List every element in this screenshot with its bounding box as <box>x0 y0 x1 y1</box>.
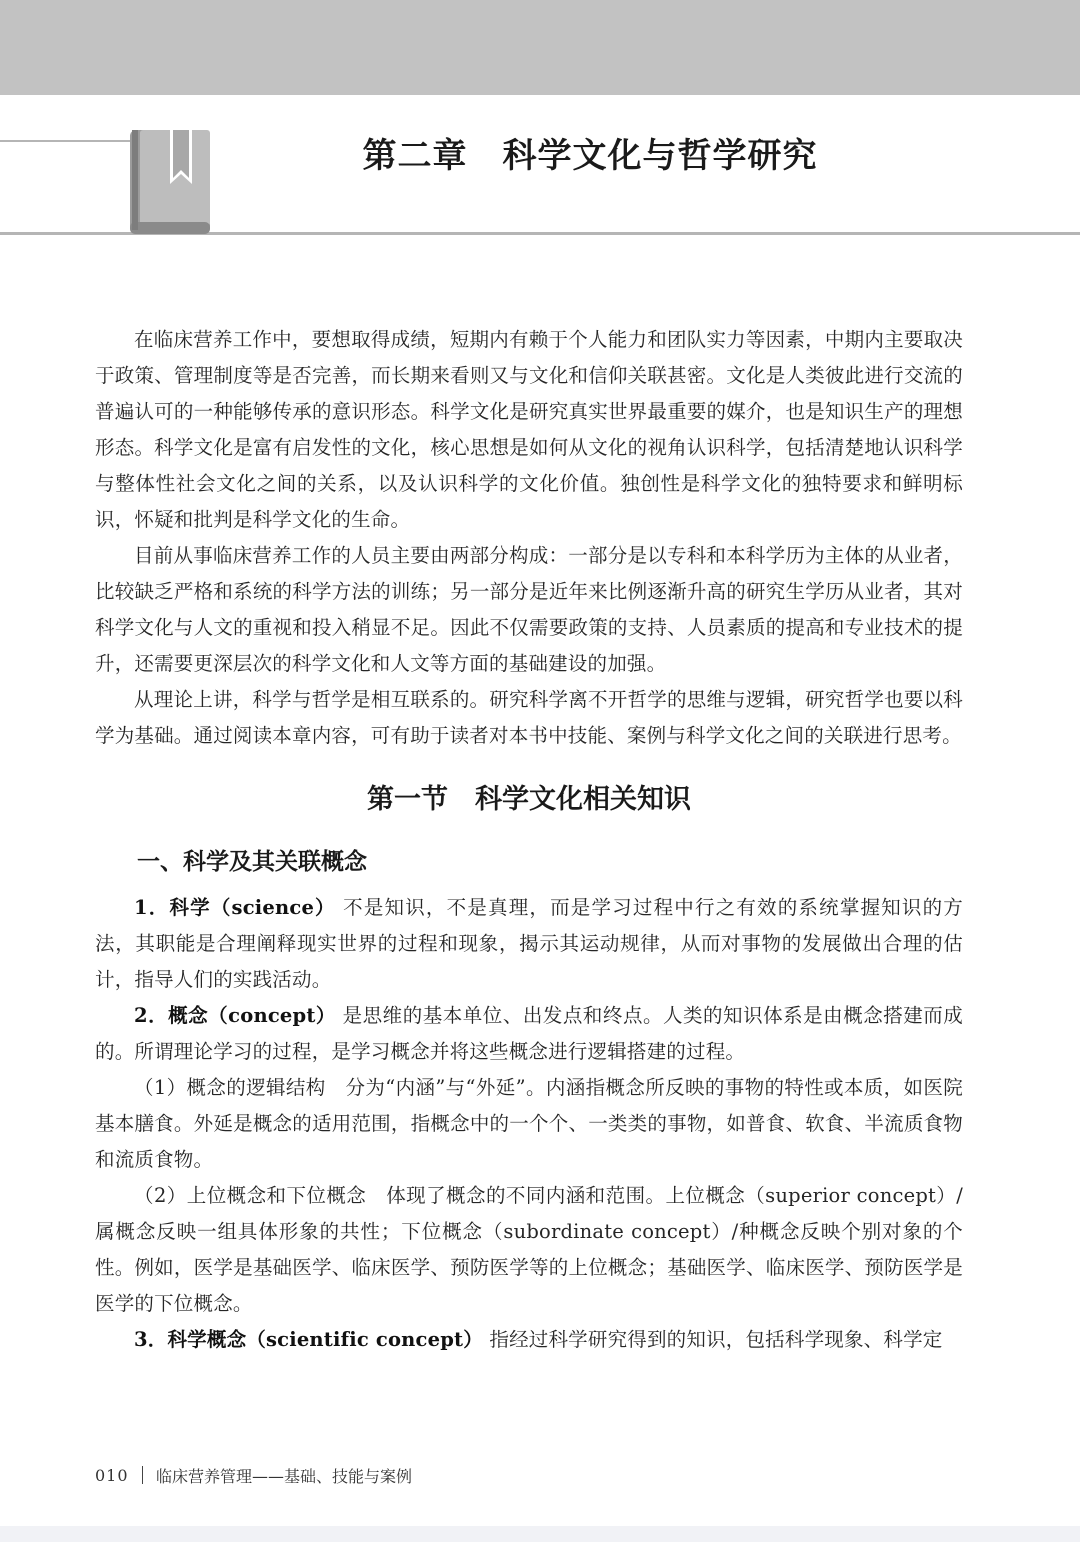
top-gray-band <box>0 0 1080 95</box>
section-title: 第一节 科学文化相关知识 <box>367 784 691 815</box>
scientific-concept-text: 指经过科学研究得到的知识，包括科学现象、科学定 <box>489 1328 943 1351</box>
footer-divider <box>142 1466 144 1484</box>
term-logic-structure: （1）概念的逻辑结构 <box>134 1076 326 1099</box>
logic-structure-text: 分为“内涵”与“外延”。内涵指概念所反映的事物的特性或本质，如医院基本膳食。外延是概念的适用范围，指概念中的一个个、一类类的事物，如普食、软食、半流质食物和流质食物。 <box>95 1076 963 1171</box>
concept-superior-subordinate <box>95 1178 963 1322</box>
definition-concept-text: 是思维的基本单位、出发点和终点。人类的知识体系是由概念搭建而成的。所谓理论学习的过程，是学习概念并将这些概念进行逻辑搭建的过程。 <box>95 1004 963 1063</box>
header-rule-upper <box>0 140 132 142</box>
term-superior-subordinate: （2）上位概念和下位概念 <box>134 1184 367 1207</box>
term-scientific-concept: 3．科学概念（scientific concept） <box>134 1328 483 1351</box>
intro-paragraph-1: 在临床营养工作中，要想取得成绩，短期内有赖于个人能力和团队实力等因素，中期内主要取决于政策、管理制度等是否完善，而长期来看则又与文化和信仰关联甚密。文化是人类彼此进行交流的普遍认可的一种能够传承的意识形态。科学文化是研究真实世界最重要的媒介，也是知识生产的理想形态。科学文化是富有启发性的文化，核心思想是如何从文化的视角认识科学，包括清楚地认识科学与整体性社会文化之间的关系，以及认识科学的文化价值。独创性是科学文化的独特要求和鲜明标识，怀疑和批判是科学文化的生命。 <box>95 328 963 531</box>
definition-concept <box>95 998 963 1070</box>
page-footer <box>95 1462 412 1488</box>
intro-paragraph-2: 目前从事临床营养工作的人员主要由两部分构成：一部分是以专科和本科学历为主体的从业者，比较缺乏严格和系统的科学方法的训练；另一部分是近年来比例逐渐升高的研究生学历从业者，其对科学文化与人文的重视和投入稍显不足。因此不仅需要政策的支持、人员素质的提高和专业技术的提升，还需要更深层次的科学文化和人文等方面的基础建设的加强。 <box>95 544 963 675</box>
bookmark-book-icon <box>118 126 218 238</box>
concept-logic-structure <box>95 1070 963 1178</box>
bottom-strip <box>0 1526 1080 1542</box>
definition-scientific-concept <box>95 1322 963 1358</box>
intro-paragraph-3: 从理论上讲，科学与哲学是相互联系的。研究科学离不开哲学的思维与逻辑，研究哲学也要以科学为基础。通过阅读本章内容，可有助于读者对本书中技能、案例与科学文化之间的关联进行思考。 <box>95 688 963 747</box>
subsection-title: 一、科学及其关联概念 <box>137 849 367 875</box>
superior-subordinate-text: 体现了概念的不同内涵和范围。上位概念（superior concept）/属概念反映一组具体形象的共性；下位概念（subordinate concept）/种概念反映个别对象的个性。例如，医学是基础医学、临床医学、预防医学等的上位概念；基础医学、临床医学、预防医学是医学的下位概念。 <box>95 1184 963 1315</box>
book-title: 临床营养管理——基础、技能与案例 <box>156 1466 413 1486</box>
definition-science-text: 不是知识，不是真理，而是学习过程中行之有效的系统掌握知识的方法，其职能是合理阐释现实世界的过程和现象，揭示其运动规律，从而对事物的发展做出合理的估计，指导人们的实践活动。 <box>95 896 963 991</box>
term-science: 1．科学（science） <box>134 896 336 919</box>
main-content <box>95 322 963 1358</box>
page-number: 010 <box>95 1465 129 1485</box>
definition-science <box>95 890 963 998</box>
chapter-title: 第二章 科学文化与哲学研究 <box>362 136 818 176</box>
term-concept: 2．概念（concept） <box>134 1004 336 1027</box>
